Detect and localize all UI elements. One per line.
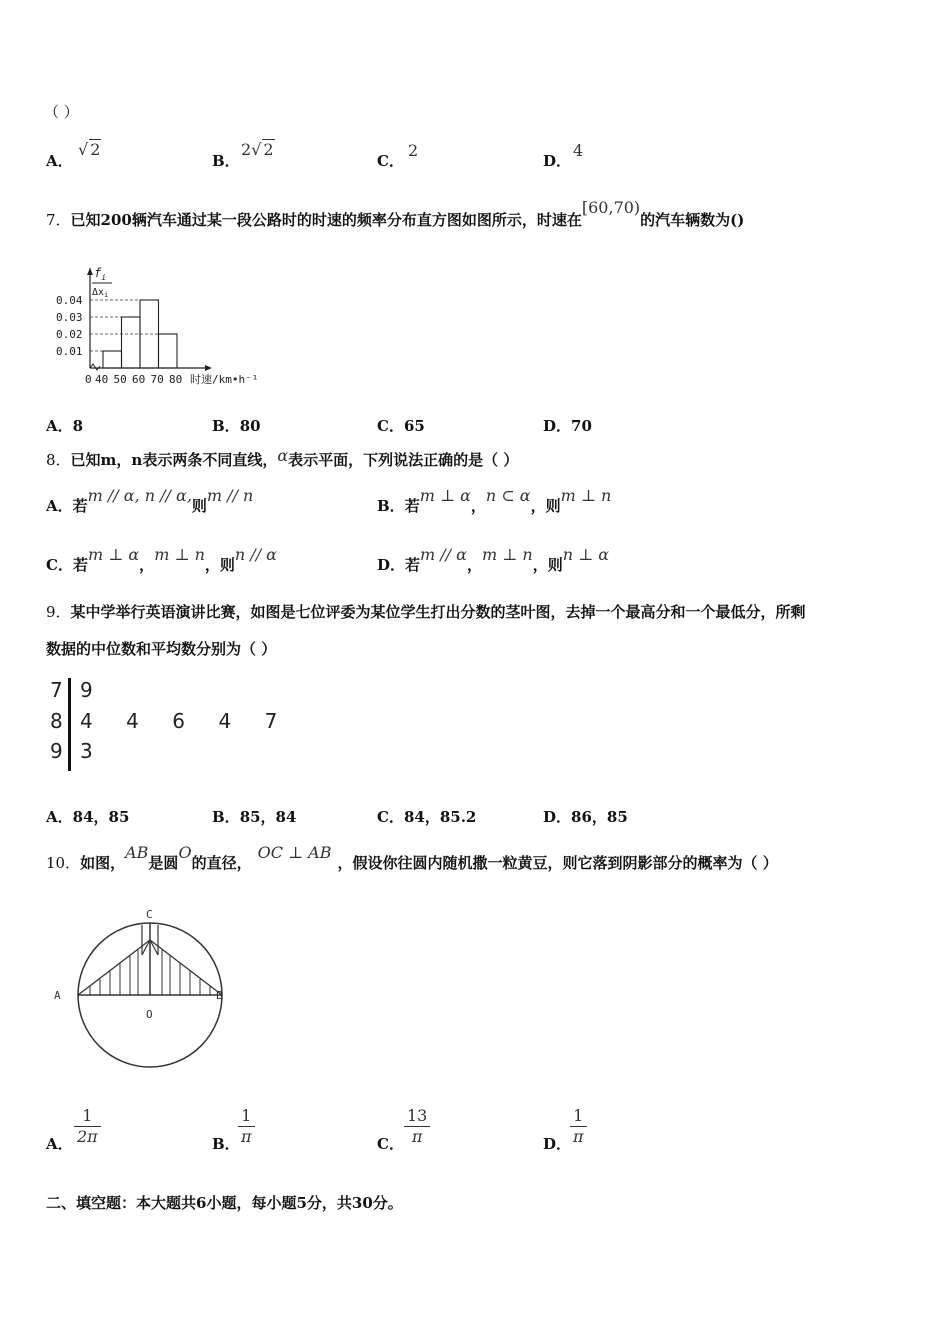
hist-xlabel: 时速/km•h⁻¹ [190, 373, 259, 386]
q7-number: 7． [46, 211, 71, 229]
chord-bc [150, 940, 222, 995]
leaves-7: 9 [80, 678, 93, 702]
q10-option-d-label: D． [543, 1135, 572, 1153]
q9-option-c: C．84，85.2 [377, 808, 477, 826]
hist-axis-break [90, 364, 100, 370]
section-2-heading: 二、填空题：本大题共6小题，每小题5分，共30分。 [46, 1194, 403, 1212]
hist-xtick-40: 40 [95, 373, 109, 386]
hist-xtick-70: 70 [150, 373, 164, 386]
q10-option-c-label: C． [377, 1135, 404, 1153]
q7-histogram [50, 262, 280, 387]
q6-paren: （ ） [44, 103, 79, 121]
q7-text-before: 已知200辆汽车通过某一段公路时的时速的频率分布直方图如图所示，时速在 [70, 211, 582, 229]
hist-y-arrow [87, 268, 93, 275]
label-c: C [146, 908, 153, 921]
hist-xtick-80: 80 [169, 373, 183, 386]
q7-text-after: 的汽车辆数为() [640, 211, 745, 229]
hist-x-arrow [205, 365, 212, 371]
q10-option-b-label: B． [212, 1135, 240, 1153]
hist-bar-40-50 [103, 351, 122, 368]
stem-leaf-divider [68, 678, 71, 771]
q8-option-b: B．若m ⊥ α，n ⊂ α，则m ⊥ n [377, 486, 612, 515]
q7-option-a: A．8 [46, 417, 84, 435]
q10-option-a-fraction: $\frac{1}{2\pi}$ [74, 1106, 101, 1147]
hist-ytick-0.02: 0.02 [56, 328, 83, 341]
q6-option-a-value: √ 2 [78, 140, 101, 159]
leaves-8: 4 4 6 4 7 [80, 709, 278, 733]
label-o: O [146, 1008, 153, 1021]
q8-option-a: A．若m // α, n // α,则m // n [46, 486, 254, 515]
stem-8: 8 [50, 709, 63, 733]
stem-9: 9 [50, 739, 63, 763]
q6-option-d-value: 4 [573, 141, 584, 160]
hist-ytick-0.04: 0.04 [56, 294, 83, 307]
q10-stem: 10．如图，AB是圆O的直径，OC ⊥ AB，假设你往圆内随机撒一粒黄豆，则它落到阴影部分的概率为（ ） [46, 843, 778, 872]
stem-7: 7 [50, 678, 63, 702]
hist-ytick-0.03: 0.03 [56, 311, 83, 324]
q6-option-a-label: A． [46, 152, 73, 170]
hist-bar-50-60 [122, 317, 141, 368]
q6-option-c-label: C． [377, 152, 404, 170]
leaves-9: 3 [80, 739, 93, 763]
q7-stem [46, 198, 745, 230]
q9-stem-line2: 数据的中位数和平均数分别为（ ） [46, 640, 277, 658]
q6-option-c-value: 2 [408, 141, 419, 160]
q9-option-b: B．85，84 [212, 808, 297, 826]
q8-stem: 8．已知m，n表示两条不同直线，α表示平面，下列说法正确的是（ ） [46, 446, 519, 469]
q10-option-b-fraction: $\frac{1}{\pi}$ [238, 1106, 255, 1147]
q6-option-b-label: B． [212, 152, 240, 170]
hist-ytick-0.01: 0.01 [56, 345, 83, 358]
chord-ac [78, 940, 150, 995]
q9-stem-line1: 9．某中学举行英语演讲比赛，如图是七位评委为某位学生打出分数的茎叶图，去掉一个最高分和一个最低分，所剩 [46, 603, 806, 621]
hist-xtick-50: 50 [113, 373, 127, 386]
label-a: A [54, 989, 61, 1002]
q10-option-d-fraction: $\frac{1}{\pi}$ [570, 1106, 587, 1147]
q6-option-d-label: D． [543, 152, 572, 170]
hist-ylabel-dx: $\Delta x_i$ [92, 287, 109, 299]
q7-option-b: B．80 [212, 417, 261, 435]
hist-bar-70-80 [159, 334, 178, 368]
q8-option-c: C．若m ⊥ α，m ⊥ n，则n // α [46, 545, 277, 574]
q8-option-d: D．若m // α，m ⊥ n，则n ⊥ α [377, 545, 610, 574]
hist-ylabel-f: $f_i$ [94, 266, 107, 282]
q9-option-d: D．86，85 [543, 808, 628, 826]
q10-option-a-label: A． [46, 1135, 73, 1153]
q7-option-d: D．70 [543, 417, 592, 435]
label-b: B [216, 989, 223, 1002]
q7-interval: [60,70) [581, 198, 641, 217]
hist-xtick-0: 0 [85, 373, 92, 386]
q6-option-b-value: 2√ 2 [241, 140, 274, 159]
hist-xtick-60: 60 [132, 373, 146, 386]
q7-option-c: C．65 [377, 417, 425, 435]
q9-option-a: A．84，85 [46, 808, 130, 826]
q10-circle-figure [46, 900, 246, 1075]
q10-option-c-fraction: $\frac{13}{\pi}$ [404, 1106, 430, 1147]
